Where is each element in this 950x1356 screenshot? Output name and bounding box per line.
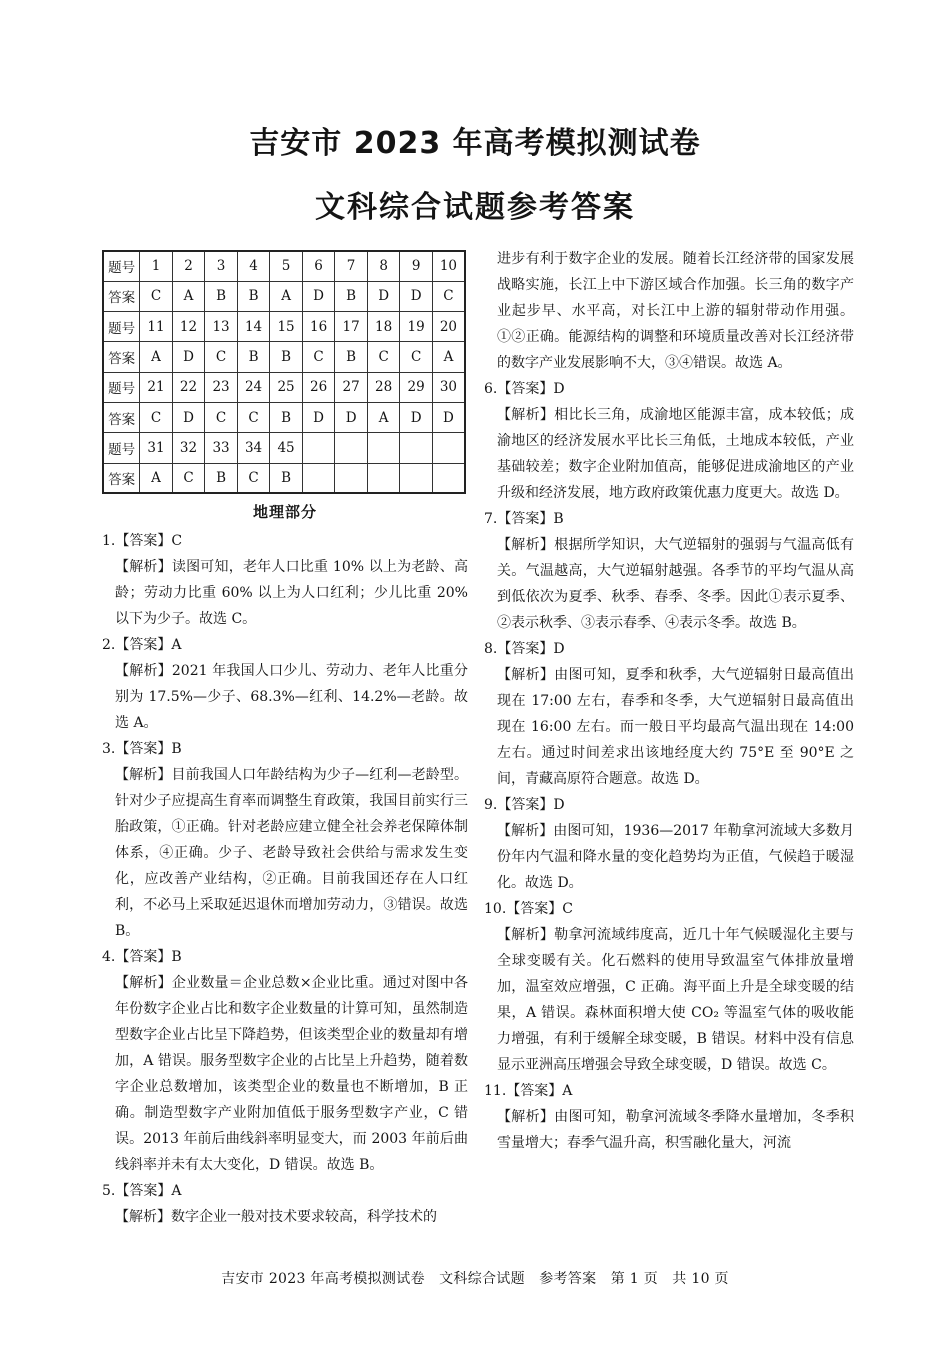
table-cell: 4 (237, 251, 270, 281)
table-cell: 2 (172, 251, 205, 281)
answer-line: 11.【答案】A (484, 1083, 573, 1099)
table-cell: 26 (302, 372, 335, 402)
table-cell: 25 (270, 372, 303, 402)
table-cell (400, 433, 433, 463)
table-cell: 23 (205, 372, 238, 402)
question-item (484, 896, 854, 1078)
table-row (103, 281, 465, 311)
table-cell: B (270, 402, 303, 432)
page-subtitle: 文科综合试题参考答案 (315, 190, 635, 225)
question-item (102, 736, 468, 944)
table-cell: B (270, 342, 303, 372)
table-cell: 34 (237, 433, 270, 463)
table-cell: B (205, 463, 238, 493)
table-cell: C (205, 342, 238, 372)
table-cell: 20 (432, 312, 465, 342)
table-cell: D (302, 281, 335, 311)
page-title: 吉安市 2023 年高考模拟测试卷 (249, 126, 701, 161)
table-cell: D (335, 402, 368, 432)
explanation-text: 【解析】企业数量＝企业总数×企业比重。通过对图中各年份数字企业占比和数字企业数量的计算可知，虽然制造型数字企业占比呈下降趋势，但该类型企业的数量却有增加，A 错误。服务型数字企业的占比呈上升趋势，随着数字企业总数增加，该类型企业的数量也不断增加，B 正确。制造型数字产业附加值低于服务型数字产业，C 错误。2013 年前后曲线斜率明显变大，而 2003 年前后曲线斜率并未有太大变化，D 错误。故选 B。 (115, 975, 468, 1174)
table-cell: 13 (205, 312, 238, 342)
table-cell: 16 (302, 312, 335, 342)
table-cell: D (367, 281, 400, 311)
answer-line: 2.【答案】A (102, 637, 182, 654)
table-cell: D (400, 402, 433, 432)
explanation-text: 【解析】根据所学知识，大气逆辐射的强弱与气温高低有关。气温越高，大气逆辐射越强。各季节的平均气温从高到低依次为夏季、秋季、春季、冬季。因此①表示夏季、②表示秋季、③表示春季、④表示冬季。故选 B。 (497, 537, 854, 631)
answer-line: 4.【答案】B (102, 949, 182, 966)
question-item (102, 528, 468, 632)
question-item (102, 1178, 468, 1230)
table-cell (367, 433, 400, 463)
table-row (103, 463, 465, 493)
table-cell: C (302, 342, 335, 372)
answer-table (102, 250, 466, 494)
table-cell: 11 (140, 312, 173, 342)
answer-line: 3.【答案】B (102, 741, 182, 758)
table-cell (302, 463, 335, 493)
page-footer: 吉安市 2023 年高考模拟测试卷 文科综合试题 参考答案 第 1 页 共 10 页 (221, 1271, 729, 1287)
table-cell: 32 (172, 433, 205, 463)
explanation-text: 【解析】由图可知，1936—2017 年勒拿河流域大多数月份年内气温和降水量的变化趋势均为正值，气候趋于暖湿化。故选 D。 (497, 823, 854, 891)
explanation-text: 【解析】相比长三角，成渝地区能源丰富，成本较低；成渝地区的经济发展水平比长三角低，土地成本较低，产业基础较差；数字企业附加值高，能够促进成渝地区的产业升级和经济发展，地方政府政策优惠力度更大。故选 D。 (497, 407, 854, 501)
table-cell: B (335, 281, 368, 311)
explanation-text: 【解析】勒拿河流域纬度高，近几十年气候暖湿化主要与全球变暖有关。化石燃料的使用导致温室气体排放量增加，温室效应增强，C 正确。海平面上升是全球变暖的结果，A 错误。森林面积增大使 CO₂ 等温室气体的吸收能力增强，有利于缓解全球变暖，B 错误。材料中没有信息显示亚洲高压增强会导致全球变暖，D 错误。故选 C。 (497, 927, 854, 1073)
row-header-cell: 答案 (103, 402, 140, 432)
table-cell: 5 (270, 251, 303, 281)
table-cell: 30 (432, 372, 465, 402)
table-cell: B (205, 281, 238, 311)
table-cell: 29 (400, 372, 433, 402)
table-cell: 19 (400, 312, 433, 342)
explanation-text: 【解析】由图可知，勒拿河流域冬季降水量增加，冬季积雪量增大；春季气温升高，积雪融化量大，河流 (497, 1109, 854, 1151)
table-cell: D (172, 402, 205, 432)
table-cell: 22 (172, 372, 205, 402)
table-row (103, 402, 465, 432)
table-cell: C (367, 342, 400, 372)
table-cell: 9 (400, 251, 433, 281)
table-cell: 12 (172, 312, 205, 342)
table-cell (335, 433, 368, 463)
table-cell: 24 (237, 372, 270, 402)
table-cell: 27 (335, 372, 368, 402)
table-cell: 45 (270, 433, 303, 463)
explanation-text: 【解析】读图可知，老年人口比重 10% 以上为老龄、高龄；劳动力比重 60% 以上为人口红利；少儿比重 20% 以下为少子。故选 C。 (115, 559, 468, 628)
question-item (484, 792, 854, 896)
table-cell: C (237, 463, 270, 493)
table-cell (302, 433, 335, 463)
table-cell: 33 (205, 433, 238, 463)
table-row (103, 312, 465, 342)
table-row (103, 342, 465, 372)
row-header-cell: 答案 (103, 281, 140, 311)
table-cell: A (367, 402, 400, 432)
question-item (484, 376, 854, 506)
table-cell: A (270, 281, 303, 311)
table-cell (400, 463, 433, 493)
continuation-text: 进步有利于数字企业的发展。随着长江经济带的国家发展战略实施，长江上中下游区域合作加强。长三角的数字产业起步早、水平高，对长江中上游的辐射带动作用强。①②正确。能源结构的调整和环境质量改善对长江经济带的数字产业发展影响不大，③④错误。故选 A。 (497, 251, 854, 371)
table-cell: A (172, 281, 205, 311)
table-cell: 18 (367, 312, 400, 342)
table-cell: C (205, 402, 238, 432)
table-cell: C (140, 402, 173, 432)
answer-line: 5.【答案】A (102, 1183, 182, 1200)
explanation-text: 【解析】数字企业一般对技术要求较高，科学技术的 (115, 1209, 437, 1226)
table-cell (367, 463, 400, 493)
table-row (103, 433, 465, 463)
row-header-cell: 题号 (103, 433, 140, 463)
table-cell: 15 (270, 312, 303, 342)
table-cell: 14 (237, 312, 270, 342)
table-cell: A (140, 342, 173, 372)
right-question-list (484, 376, 854, 1156)
left-question-list (102, 528, 468, 1230)
table-cell: 31 (140, 433, 173, 463)
explanation-text: 【解析】目前我国人口年龄结构为少子—红利—老龄型。针对少子应提高生育率而调整生育政策，我国目前实行三胎政策，①正确。针对老龄应建立健全社会养老保障体制体系，④正确。少子、老龄导致社会供给与需求发生变化，应改善产业结构，②正确。目前我国还存在人口红利，不必马上采取延迟退休而增加劳动力，③错误。故选 B。 (115, 767, 468, 940)
answer-line: 10.【答案】C (484, 901, 573, 917)
table-row (103, 251, 465, 281)
table-cell: B (237, 281, 270, 311)
table-cell (432, 463, 465, 493)
table-cell: C (432, 281, 465, 311)
table-cell: D (302, 402, 335, 432)
explanation-text: 【解析】由图可知，夏季和秋季，大气逆辐射日最高值出现在 17:00 左右，春季和冬季，大气逆辐射日最高值出现在 16:00 左右。而一般日平均最高气温出现在 14:00 左右。通过时间差求出该地经度大约 75°E 至 90°E 之间，青藏高原符合题意。故选 D。 (497, 667, 854, 787)
table-cell: 7 (335, 251, 368, 281)
answer-line: 8.【答案】D (484, 641, 565, 657)
table-cell: D (400, 281, 433, 311)
row-header-cell: 答案 (103, 342, 140, 372)
question-item (102, 632, 468, 736)
question-item (484, 1078, 854, 1156)
table-cell: B (237, 342, 270, 372)
table-cell: 6 (302, 251, 335, 281)
question-item (484, 506, 854, 636)
table-cell: 10 (432, 251, 465, 281)
table-cell: D (432, 402, 465, 432)
right-column (484, 246, 854, 1156)
table-cell: C (237, 402, 270, 432)
answer-line: 6.【答案】D (484, 381, 565, 397)
answer-line: 1.【答案】C (102, 533, 183, 550)
table-cell: 28 (367, 372, 400, 402)
question-item (484, 636, 854, 792)
table-cell: C (172, 463, 205, 493)
table-cell: 21 (140, 372, 173, 402)
answer-line: 9.【答案】D (484, 797, 565, 813)
row-header-cell: 题号 (103, 251, 140, 281)
row-header-cell: 题号 (103, 372, 140, 402)
table-cell: 17 (335, 312, 368, 342)
table-row (103, 372, 465, 402)
row-header-cell: 题号 (103, 312, 140, 342)
table-cell: A (432, 342, 465, 372)
table-cell: A (140, 463, 173, 493)
table-cell: C (400, 342, 433, 372)
table-cell (335, 463, 368, 493)
row-header-cell: 答案 (103, 463, 140, 493)
section-title: 地理部分 (252, 503, 317, 522)
question-item (102, 944, 468, 1178)
explanation-text: 【解析】2021 年我国人口少儿、劳动力、老年人比重分别为 17.5%—少子、68.3%—红利、14.2%—老龄。故选 A。 (115, 663, 468, 732)
table-cell: 1 (140, 251, 173, 281)
table-cell: D (172, 342, 205, 372)
table-cell: 8 (367, 251, 400, 281)
table-cell: 3 (205, 251, 238, 281)
table-cell: B (270, 463, 303, 493)
left-column (102, 250, 468, 1230)
table-cell (432, 433, 465, 463)
answer-line: 7.【答案】B (484, 511, 564, 527)
table-cell: B (335, 342, 368, 372)
table-cell: C (140, 281, 173, 311)
